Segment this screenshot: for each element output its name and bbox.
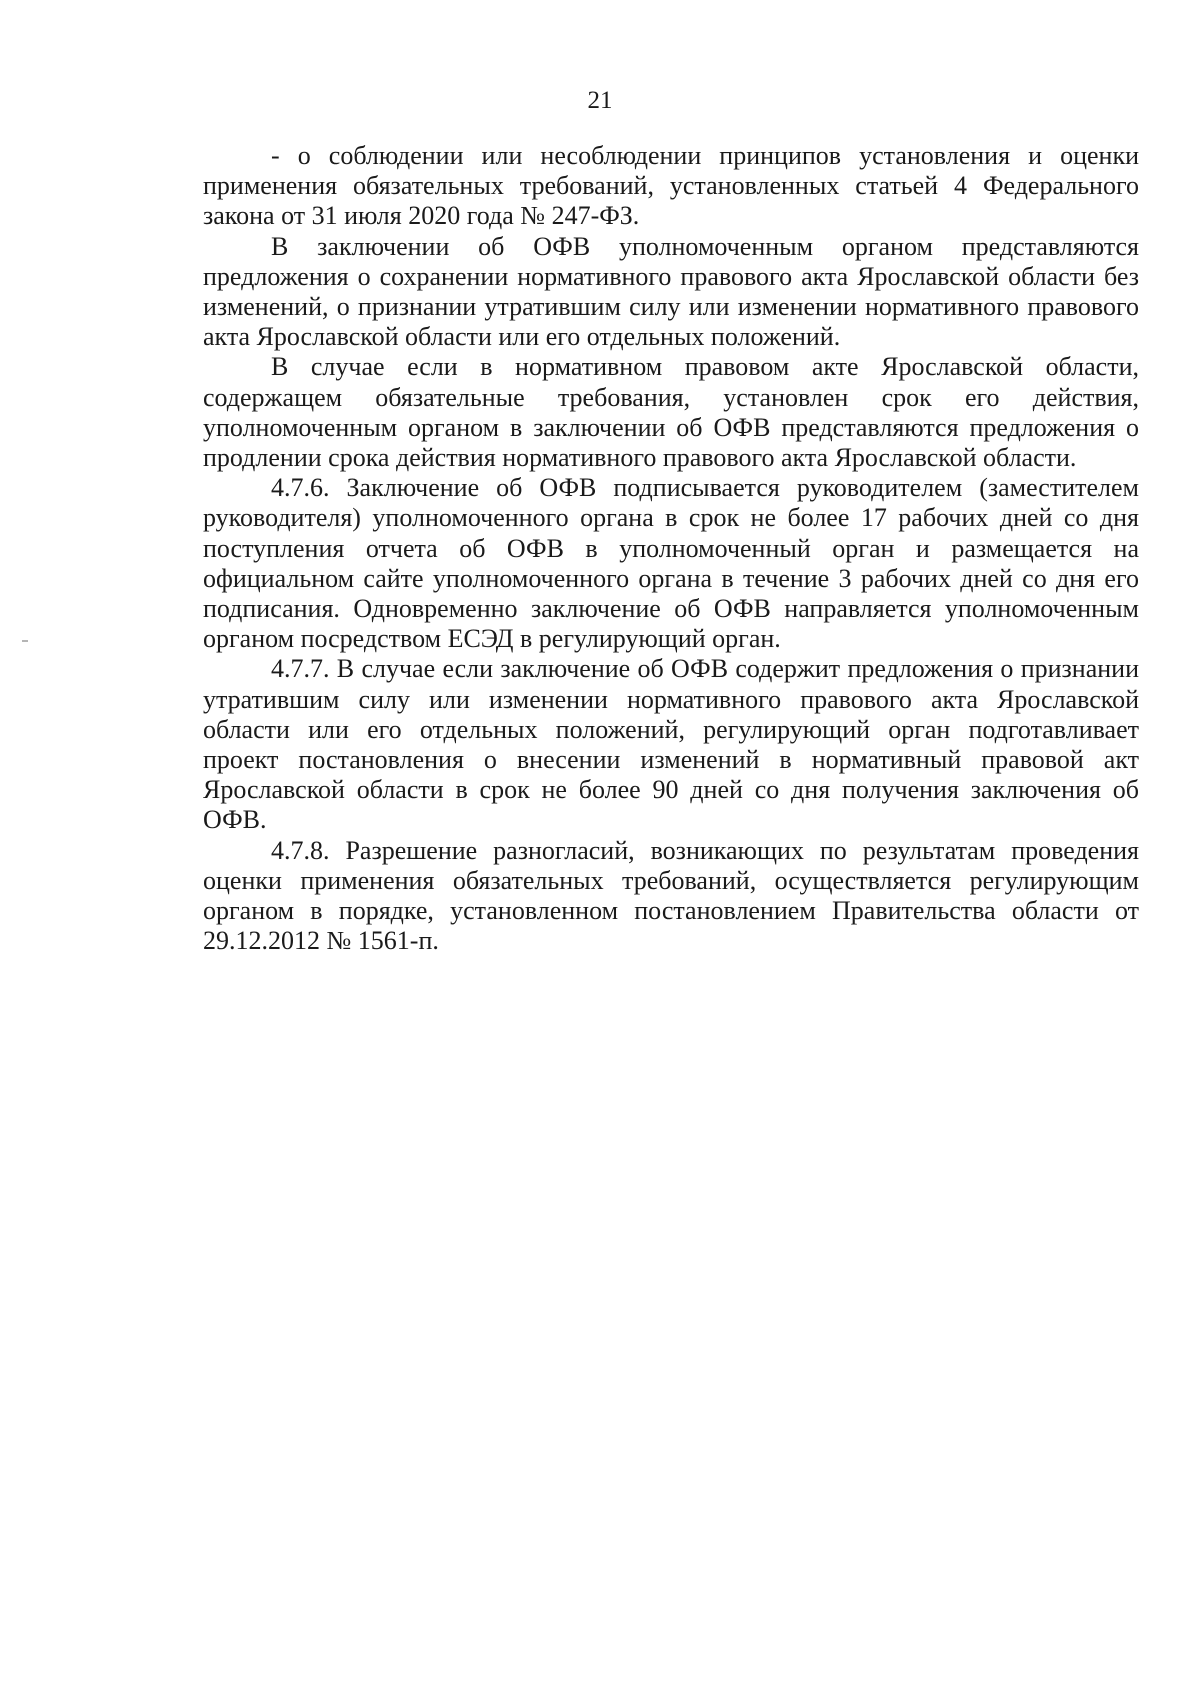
paragraph-clause-4-7-7: 4.7.7. В случае если заключение об ОФВ содержит предложения о признании утратившим силу или изменении нормативного правового акта Ярославской области или его отдельных положений, регулирующий орган подготавливает проект постановления о внесении изменений в нормативный правовой акт Ярославской области в срок не более 90 дней со дня получения заключения об ОФВ. [203,654,1139,835]
paragraph-clause-4-7-8: 4.7.8. Разрешение разногласий, возникающих по результатам проведения оценки применения обязательных требований, осуществляется регулирующим органом в порядке, установленном постановлением Правительства области от 29.12.2012 № 1561-п. [203,835,1139,956]
page-number: 21 [587,87,613,114]
paragraph-validity-extension: В случае если в нормативном правовом акте Ярославской области, содержащем обязательные требования, установлен срок его действия, уполномоченным органом в заключении об ОФВ представляются предложения о продлении срока действия нормативного правового акта Ярославской области. [203,352,1139,473]
document-body [203,141,1139,956]
paragraph-conclusion-proposals: В заключении об ОФВ уполномоченным органом представляются предложения о сохранении нормативного правового акта Ярославской области без изменений, о признании утратившим силу или изменении нормативного правового акта Ярославской области или его отдельных положений. [203,231,1139,352]
scan-margin-mark [22,640,28,642]
paragraph-clause-4-7-6: 4.7.6. Заключение об ОФВ подписывается руководителем (заместителем руководителя) уполномоченного органа в срок не более 17 рабочих дней со дня поступления отчета об ОФВ в уполномоченный орган и размещается на официальном сайте уполномоченного органа в течение 3 рабочих дней со дня его подписания. Одновременно заключение об ОФВ направляется уполномоченным органом посредством ЕСЭД в регулирующий орган. [203,473,1139,654]
paragraph-principles-compliance: - о соблюдении или несоблюдении принципов установления и оценки применения обязательных требований, установленных статьей 4 Федерального закона от 31 июля 2020 года № 247-ФЗ. [203,141,1139,231]
